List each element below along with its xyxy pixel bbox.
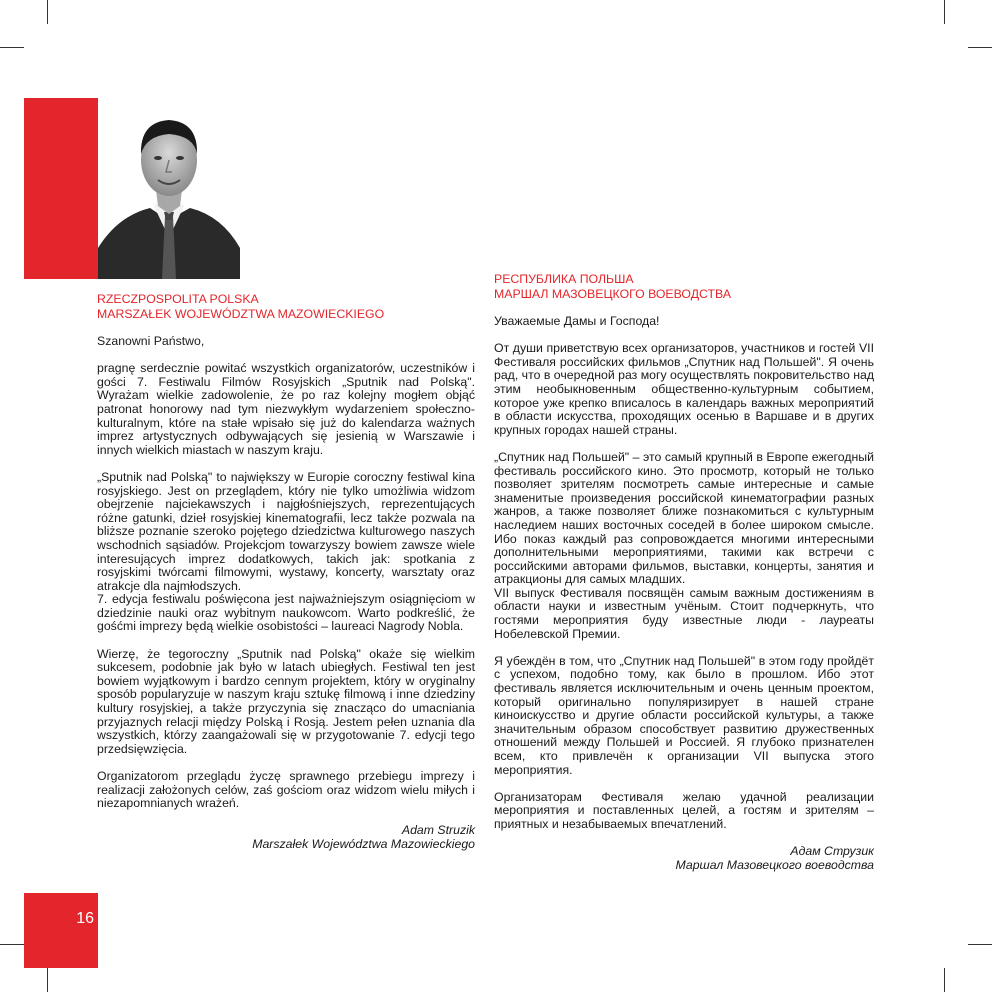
russian-paragraph-3: VII выпуск Фестиваля посвящён самым важным достижениям в области науки и известным учёным. Стоит подчеркнуть, что гостями мероприятия буду известные люди - лауреаты Нобелевской Премии.	[494, 585, 874, 641]
russian-paragraph-2: „Спутник над Польшей" – это самый крупный в Европе ежегодный фестиваль российского кино. Это просмотр, который не только позволяет зрителям посмотреть самые интересные и самые знаменитые произведения российской кинематографии разных жанров, а также позволяет ближе познакомиться с культурным наследием наших восточных соседей в более широком смысле. Ибо показ каждый раз сопровождается многими интересными дополнительными мероприятиями, такими как встречи с российскими авторами фильмов, выставки, концерты, занятия и атракционы для самых младших.	[494, 449, 874, 587]
polish-heading-line2: MARSZAŁEK WOJEWÓDZTWA MAZOWIECKIEGO	[97, 306, 385, 321]
crop-mark	[47, 968, 48, 992]
page-number-tab	[24, 893, 98, 968]
crop-mark	[968, 47, 992, 48]
russian-heading	[494, 272, 874, 301]
russian-paragraph-4: Я убеждён в том, что „Спутник над Польшей" в этом году пройдёт с успехом, подобно тому, как было в прошлом. Ибо этот фестиваль является исключительным и очень ценным проектом, который оригинально популяризирует в нашей стране киноискусство и другие области российской культуры, а также значительным образом способствует развитию дружественных отношений между Польшей и Россией. Я глубоко признателен всем, кто привлечён к организации VII выпуска этого мероприятия.	[494, 653, 874, 777]
polish-signature	[97, 824, 475, 851]
russian-signature-title: Маршал Мазовецкого воеводства	[675, 857, 874, 872]
portrait-illustration	[98, 98, 240, 279]
polish-paragraph-3: 7. edycja festiwalu poświęcona jest najważniejszym osiągnięciom w dziedzinie nauki oraz wybitnym naukowcom. Warto podkreślić, że gośćmi imprezy będą wielkie osobistości – laureaci Nagrody Nobla.	[97, 592, 475, 634]
crop-mark	[47, 0, 48, 24]
polish-paragraph-2: „Sputnik nad Polską" to największy w Europie coroczny festiwal kina rosyjskiego. Jest on przeglądem, który nie tylko umożliwia widzom obejrzenie najciekawszych i najgłośniejszych, reprezentujących różne gatunki, dzieł rosyjskiej kinematografii, lecz także pozwala na bliższe poznanie szeroko pojętego dziedzictwa kulturowego naszych wschodnich sąsiadów. Projekcjom towarzyszy bowiem zawsze wiele interesujących imprez dodatkowych, takich jak: spotkania z rosyjskimi twórcami filmowymi, wystawy, koncerty, warsztaty oraz atrakcje dla najmłodszych.	[97, 469, 475, 593]
crop-mark	[944, 968, 945, 992]
russian-signature-name: Адам Струзик	[790, 844, 874, 859]
page-number: 16	[76, 910, 94, 927]
polish-signature-title: Marszałek Województwa Mazowieckiego	[252, 836, 475, 851]
polish-heading-line1: RZECZPOSPOLITA POLSKA	[97, 292, 259, 306]
polish-signature-name: Adam Struzik	[401, 823, 475, 838]
polish-greeting: Szanowni Państwo,	[97, 334, 205, 348]
polish-paragraph-5: Organizatorom przeglądu życzę sprawnego przebiegu imprezy i realizacji założonych celów, zaś gościom oraz widzom wielu miłych i niezapomnianych wrażeń.	[97, 769, 475, 811]
russian-heading-line1: РЕСПУБЛИКА ПОЛЬША	[494, 272, 634, 286]
russian-signature	[494, 845, 874, 872]
crop-mark	[944, 0, 945, 24]
russian-heading-line2: МАРШАЛ МАЗОВЕЦКОГО ВОЕВОДСТВА	[494, 286, 732, 301]
crop-mark	[0, 47, 24, 48]
russian-greeting: Уважаемые Дамы и Господа!	[494, 314, 660, 328]
polish-letter-column	[97, 292, 475, 852]
russian-paragraph-5: Организаторам Фестиваля желаю удачной реализации мероприятия и поставленных целей, а гостям и зрителям – приятных и незабываемых впечатлений.	[494, 789, 874, 831]
portrait-photo	[98, 98, 240, 279]
russian-paragraph-1: От души приветствую всех организаторов, участников и гостей VII Фестиваля российских фильмов „Спутник над Польшей". Я очень рад, что в очередной раз могу осуществлять покровительство над этим необыкновенным общественно-культурным событием, которое уже крепко вписалось в календарь важных мероприятий в области искусства, проходящих осенью в Варшаве и в других крупных городах нашей страны.	[494, 341, 875, 437]
crop-mark	[0, 944, 24, 945]
polish-paragraph-4: Wierzę, że tegoroczny „Sputnik nad Polską" okaże się wielkim sukcesem, podobnie jak było w latach ubiegłych. Festiwal ten jest bowiem wyjątkowym i bardzo cennym projektem, który w oryginalny sposób popularyzuje w naszym kraju sztukę filmową i inne dziedziny kultury rosyjskiej, a także przyczynia się znacząco do umacniania przyjaznych relacji między Polską i Rosją. Jestem pełen uznania dla wszystkich, którzy zaangażowali się w przygotowanie 7. edycji tego przedsięwzięcia.	[97, 646, 475, 756]
polish-paragraph-1: pragnę serdecznie powitać wszystkich organizatorów, uczestników i gości 7. Festiwalu Filmów Rosyjskich „Sputnik nad Polską". Wyrażam wielkie zadowolenie, że po raz kolejny mogłem objąć patronat honorowy nad tym niezwykłym wydarzeniem społeczno-kulturalnym, które na stałe wpisało się już do kalendarza ważnych imprez artystycznych odbywających się jesienią w Warszawie i innych wielkich miastach w naszym kraju.	[97, 361, 475, 457]
polish-heading	[97, 292, 475, 321]
crop-mark	[968, 944, 992, 945]
russian-letter-column	[494, 272, 874, 872]
red-accent-block	[24, 98, 98, 279]
